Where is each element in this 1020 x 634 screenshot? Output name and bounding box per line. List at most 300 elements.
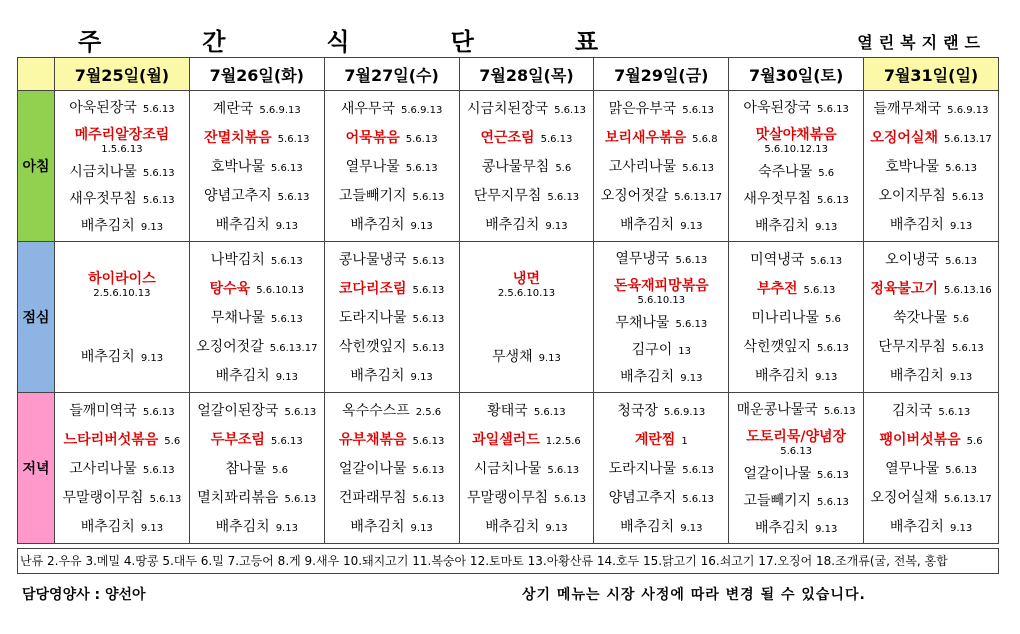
- allergen-codes: 9.13: [949, 522, 973, 534]
- corner-cell: [18, 58, 55, 91]
- allergen-codes: 5.6.13: [284, 407, 317, 419]
- dish-name: 보리새우볶음: [604, 130, 687, 147]
- allergen-codes: 5.6.13: [142, 407, 175, 419]
- dish-name: 단무지무침: [473, 187, 542, 204]
- dish-item: [864, 429, 998, 449]
- allergen-codes: 5.6: [825, 313, 841, 325]
- menu-cell: [459, 393, 594, 544]
- dish-item: [325, 249, 459, 269]
- dish-name: 부추전: [756, 281, 798, 298]
- allergen-codes: 5.6.13: [675, 255, 708, 267]
- dish-name: 옥수수스프: [342, 403, 410, 420]
- allergen-codes: 9.13: [815, 523, 838, 535]
- dish-item: [55, 188, 189, 208]
- dish-name: 얼갈이나물: [743, 466, 812, 483]
- allergen-codes: 5.6.13: [149, 493, 182, 505]
- dish-item: [190, 365, 324, 385]
- dish-name: 메주리알장조림: [74, 126, 170, 143]
- dish-item: [864, 458, 998, 478]
- dish-item: [460, 127, 594, 147]
- dish-item: [864, 185, 998, 205]
- dish-name: 정육불고기: [870, 281, 938, 298]
- dish-item: [594, 366, 728, 386]
- dish-name: 계란찜: [634, 432, 676, 449]
- dish-item: [864, 156, 998, 176]
- meal-row: [18, 91, 999, 242]
- dish-name: 연근조림: [480, 130, 535, 147]
- dish-name: 얼갈이나물: [338, 460, 407, 477]
- dish-name: 시금치나물: [473, 460, 542, 477]
- dish-name: 호박나물: [885, 158, 940, 175]
- dish-item: [190, 249, 324, 269]
- allergen-codes: 5.6.13.17: [943, 134, 992, 146]
- dish-name: 고들빼기지: [338, 187, 407, 204]
- allergen-codes: 1: [681, 436, 688, 448]
- meal-row: [18, 242, 999, 393]
- dish-name: 나박김치: [210, 252, 265, 269]
- dish-item: [325, 365, 459, 385]
- dish-item: [864, 278, 998, 298]
- menu-cell: [324, 242, 459, 393]
- menu-cell: [55, 393, 190, 544]
- dish-name: 무채나물: [615, 315, 670, 332]
- dish-item: [460, 516, 594, 536]
- dish-name: 코다리조림: [338, 281, 407, 298]
- allergen-codes: 9.13: [815, 371, 838, 383]
- dish-item: [460, 487, 594, 507]
- allergen-codes: 5.6.13: [780, 445, 813, 457]
- allergen-codes: 5.6.13: [682, 105, 715, 117]
- meal-label: 점심: [18, 242, 55, 393]
- dish-item: [460, 268, 594, 299]
- dish-name: 돈육재피망볶음: [613, 277, 709, 294]
- day-header: 7월28일(목): [459, 58, 594, 91]
- dish-name: 배추김치: [215, 518, 270, 535]
- menu-cell: [864, 91, 999, 242]
- allergen-codes: 5.6.13: [817, 342, 849, 354]
- dish-item: [864, 336, 998, 356]
- dish-name: 무말랭이무침: [466, 489, 549, 506]
- dish-name: 들깨미역국: [69, 403, 137, 420]
- dish-item: [190, 214, 324, 234]
- dish-name: 시금치나물: [69, 164, 137, 181]
- dish-item: [864, 249, 998, 269]
- allergen-codes: 5.6: [818, 168, 835, 180]
- dish-name: 김치국: [891, 403, 933, 420]
- dish-name: 냉면: [512, 271, 540, 288]
- allergen-codes: 5.6.13: [277, 134, 310, 146]
- dish-name: 고사리나물: [608, 158, 677, 175]
- dish-item: [325, 516, 459, 536]
- dish-name: 참나물: [225, 460, 267, 477]
- allergen-codes: 5.6.9.13: [663, 407, 706, 419]
- dish-item: [594, 487, 728, 507]
- dish-item: [325, 185, 459, 205]
- dish-name: 과일샐러드: [472, 432, 540, 449]
- dish-item: [325, 156, 459, 176]
- menu-change-notice: 상기 메뉴는 시장 사정에 따라 변경 될 수 있습니다.: [522, 587, 866, 603]
- dish-item: [325, 336, 459, 356]
- allergen-codes: 5.6.13: [951, 342, 984, 354]
- dish-item: [729, 278, 863, 298]
- dish-name: 오징어젓갈: [600, 187, 669, 204]
- dish-name: 황태국: [487, 403, 528, 420]
- allergen-codes: 9.13: [140, 352, 164, 364]
- dish-name: 팽이버섯볶음: [879, 432, 961, 449]
- allergen-codes: 5.6.13: [547, 464, 580, 476]
- day-header: 7월31일(일): [864, 58, 999, 91]
- dish-item: [55, 268, 189, 299]
- allergen-codes: 5.6.13: [817, 470, 849, 482]
- dish-name: 유부채볶음: [338, 432, 407, 449]
- dish-name: 맑은유부국: [608, 101, 677, 118]
- dish-name: 오이냉국: [885, 252, 940, 269]
- dish-item: [190, 487, 324, 507]
- dish-item: [55, 458, 189, 478]
- dish-name: 어묵볶음: [345, 130, 400, 147]
- dietitian-name: 담당영양사 : 양선아: [22, 587, 146, 603]
- dish-name: 배추김치: [754, 519, 810, 536]
- allergen-codes: 5.6.13: [412, 191, 445, 203]
- dish-name: 멸치꽈리볶음: [197, 489, 279, 506]
- title-char: 주: [78, 28, 102, 56]
- dish-item: [864, 307, 998, 327]
- menu-cell: [55, 242, 190, 393]
- dish-item: [729, 249, 863, 269]
- dish-name: 배추김치: [215, 216, 270, 233]
- menu-cell: [729, 242, 864, 393]
- dish-item: [190, 156, 324, 176]
- dish-item: [325, 278, 459, 298]
- dish-item: [594, 275, 728, 306]
- allergen-codes: 5.6.13: [270, 162, 303, 174]
- dish-name: 배추김치: [485, 216, 540, 233]
- allergen-codes: 5.6.13: [817, 104, 849, 116]
- menu-cell: [189, 393, 324, 544]
- allergen-codes: 9.13: [815, 221, 838, 233]
- menu-cell: [594, 91, 729, 242]
- dish-item: [460, 156, 594, 176]
- allergen-codes: 13: [678, 346, 691, 358]
- allergen-codes: 5.6.13: [142, 104, 175, 116]
- dish-item: [729, 161, 863, 181]
- dish-name: 매운콩나물국: [736, 402, 818, 419]
- dish-name: 고사리나물: [69, 460, 137, 477]
- allergen-codes: 5.6.13: [945, 162, 977, 174]
- dish-item: [729, 307, 863, 327]
- dish-item: [460, 429, 594, 449]
- dish-item: [325, 214, 459, 234]
- dish-item: [729, 490, 863, 510]
- dish-name: 배추김치: [620, 216, 675, 233]
- dish-name: 양념고추지: [608, 489, 677, 506]
- allergen-codes: 9.13: [545, 522, 568, 534]
- dish-item: [729, 365, 863, 385]
- dish-item: [325, 307, 459, 327]
- dish-item: [594, 127, 728, 147]
- dish-item: [325, 98, 459, 118]
- dish-item: [864, 516, 998, 536]
- allergen-codes: 5.6.13: [270, 313, 303, 325]
- allergen-codes: 9.13: [275, 371, 298, 383]
- dish-name: 배추김치: [889, 518, 944, 535]
- dish-item: [594, 429, 728, 449]
- allergen-codes: 5.6.13: [682, 464, 715, 476]
- allergen-codes: 2.5.6: [415, 407, 442, 419]
- dish-item: [55, 429, 189, 449]
- dish-name: 열무냉국: [615, 251, 670, 268]
- dish-name: 콩나물무침: [481, 158, 550, 175]
- allergen-codes: 5.6.13: [945, 256, 977, 268]
- allergen-codes: 5.6.13: [945, 464, 977, 476]
- dish-name: 무말랭이무침: [62, 489, 144, 506]
- day-header: 7월26일(화): [189, 58, 324, 91]
- menu-cell: [324, 91, 459, 242]
- dish-item: [190, 278, 324, 298]
- allergen-codes: 9.13: [949, 220, 973, 232]
- allergen-codes: 5.6.13: [284, 493, 317, 505]
- dish-item: [190, 98, 324, 118]
- page-title: [78, 22, 598, 57]
- dish-item: [729, 215, 863, 235]
- dish-name: 잔멸치볶음: [204, 130, 272, 147]
- dish-name: 하이라이스: [88, 271, 156, 288]
- dish-item: [325, 487, 459, 507]
- allergen-codes: 5.6.13: [554, 493, 586, 505]
- dish-name: 배추김치: [754, 367, 810, 384]
- allergen-codes: 5.6.13: [823, 406, 856, 418]
- allergen-codes: 5.6: [953, 313, 970, 325]
- dish-name: 무생채: [492, 348, 533, 365]
- dish-item: [594, 400, 728, 420]
- allergen-codes: 9.13: [538, 352, 561, 364]
- allergen-codes: 5.6.13: [817, 497, 849, 509]
- dish-item: [460, 458, 594, 478]
- dish-item: [190, 429, 324, 449]
- dish-name: 청국장: [617, 403, 658, 420]
- dish-item: [460, 185, 594, 205]
- dish-name: 배추김치: [485, 518, 540, 535]
- title-char: 식: [326, 28, 350, 56]
- allergy-legend: 난류 2.우유 3.메밀 4.땅콩 5.대두 6.밀 7.고등어 8.게 9.새우 10.돼지고기 11.복숭아 12.토마토 13.아황산류 14.호두 15.닭고기 16.쇠고기 17.오징어 18.조개류(굴, 전복, 홍합: [17, 548, 999, 574]
- dish-name: 쑥갓나물: [893, 309, 948, 326]
- dish-name: 시금치된장국: [466, 101, 549, 118]
- allergen-codes: 9.13: [545, 220, 568, 232]
- allergen-codes: 5.6.13: [412, 342, 445, 354]
- dish-item: [460, 98, 594, 118]
- dish-item: [594, 312, 728, 332]
- dish-name: 김구이: [631, 342, 673, 359]
- dish-name: 배추김치: [620, 368, 675, 385]
- allergen-codes: 9.13: [949, 371, 973, 383]
- day-header: 7월30일(토): [729, 58, 864, 91]
- dish-name: 오징어실채: [870, 489, 938, 506]
- allergen-codes: 5.6.13: [675, 319, 708, 331]
- dish-name: 오징어젓갈: [196, 338, 264, 355]
- dish-item: [325, 458, 459, 478]
- menu-cell: [864, 393, 999, 544]
- dish-name: 미나리나물: [751, 309, 819, 326]
- allergen-codes: 9.13: [140, 522, 164, 534]
- dish-name: 삭힌깻잎지: [743, 338, 812, 355]
- dish-item: [729, 188, 863, 208]
- allergen-codes: 5.6: [966, 436, 983, 448]
- allergen-codes: 5.6.13: [412, 436, 445, 448]
- dish-name: 배추김치: [350, 518, 405, 535]
- meal-row: [18, 393, 999, 544]
- dish-item: [864, 487, 998, 507]
- allergen-codes: 5.6.13: [951, 191, 984, 203]
- menu-cell: [729, 91, 864, 242]
- dish-item: [864, 214, 998, 234]
- dish-name: 열무나물: [885, 460, 940, 477]
- dish-name: 들깨무채국: [873, 101, 942, 118]
- menu-cell: [459, 242, 594, 393]
- meal-label: 아침: [18, 91, 55, 242]
- dish-item: [325, 429, 459, 449]
- allergen-codes: 5.6.13.17: [674, 191, 722, 203]
- dish-item: [190, 516, 324, 536]
- title-char: 간: [202, 28, 226, 56]
- dish-item: [460, 400, 594, 420]
- dish-item: [55, 346, 189, 366]
- allergen-codes: 5.6.13.17: [269, 342, 318, 354]
- dish-name: 느타리버섯볶음: [63, 432, 159, 449]
- allergen-codes: 5.6.13: [938, 407, 971, 419]
- allergen-codes: 5.6.13: [810, 256, 843, 268]
- dish-item: [325, 400, 459, 420]
- dish-item: [594, 248, 728, 268]
- allergen-codes: 5.6.10.12.13: [764, 143, 828, 155]
- menu-cell: [189, 242, 324, 393]
- dish-name: 건파래무침: [338, 489, 407, 506]
- allergen-codes: 9.13: [410, 371, 433, 383]
- organization-name: 열린복지랜드: [857, 33, 986, 52]
- dish-item: [55, 161, 189, 181]
- dish-name: 배추김치: [80, 217, 135, 234]
- allergen-codes: 5.6.13: [803, 285, 836, 297]
- menu-cell: [594, 393, 729, 544]
- dish-item: [190, 336, 324, 356]
- dish-item: [729, 97, 863, 117]
- dish-item: [729, 124, 863, 155]
- allergen-codes: 5.6.13: [142, 168, 175, 180]
- allergen-codes: 1.2.5.6: [545, 436, 581, 448]
- dish-name: 배추김치: [215, 367, 270, 384]
- menu-cell: [729, 393, 864, 544]
- allergen-codes: 5.6.13: [412, 464, 445, 476]
- dish-item: [594, 156, 728, 176]
- allergen-codes: 5.6.13: [277, 191, 310, 203]
- allergen-codes: 5.6.13: [412, 285, 445, 297]
- allergen-codes: 5.6.13: [142, 195, 175, 207]
- dish-name: 배추김치: [350, 216, 405, 233]
- dish-item: [460, 346, 594, 366]
- dish-item: [190, 307, 324, 327]
- allergen-codes: 9.13: [680, 372, 703, 384]
- dish-item: [594, 339, 728, 359]
- menu-cell: [324, 393, 459, 544]
- dish-name: 배추김치: [80, 348, 135, 365]
- title-char: 표: [574, 28, 598, 56]
- allergen-codes: 5.6.13: [270, 256, 303, 268]
- allergen-codes: 5.6.13: [270, 436, 303, 448]
- menu-cell: [864, 242, 999, 393]
- dish-name: 열무나물: [345, 158, 400, 175]
- allergen-codes: 5.6.13: [405, 134, 438, 146]
- dish-name: 배추김치: [350, 367, 405, 384]
- allergen-codes: 5.6.13: [682, 162, 715, 174]
- dish-name: 무채나물: [210, 309, 265, 326]
- dish-item: [190, 185, 324, 205]
- dish-item: [864, 98, 998, 118]
- menu-cell: [189, 91, 324, 242]
- dish-name: 삭힌깻잎지: [338, 338, 407, 355]
- dish-item: [460, 214, 594, 234]
- dish-item: [325, 127, 459, 147]
- allergen-codes: 5.6.13: [682, 493, 715, 505]
- dish-name: 배추김치: [889, 367, 944, 384]
- allergen-codes: 9.13: [410, 522, 433, 534]
- dish-item: [864, 127, 998, 147]
- allergen-codes: 1.5.6.13: [101, 143, 143, 155]
- allergen-codes: 5.6.10.13: [256, 285, 304, 297]
- allergen-codes: 5.6: [164, 436, 181, 448]
- menu-cell: [594, 242, 729, 393]
- allergen-codes: 5.6: [555, 162, 572, 174]
- dish-name: 고들빼기지: [743, 493, 812, 510]
- dish-item: [594, 458, 728, 478]
- allergen-codes: 5.6.13: [547, 191, 580, 203]
- dish-name: 두부조림: [210, 432, 265, 449]
- allergen-codes: 5.6.13.17: [943, 493, 992, 505]
- allergen-codes: 5.6.13.16: [943, 285, 992, 297]
- dish-name: 계란국: [212, 101, 254, 118]
- allergen-codes: 5.6.9.13: [259, 105, 301, 117]
- allergen-codes: 5.6.13: [412, 256, 445, 268]
- dish-item: [594, 185, 728, 205]
- allergen-codes: 5.6.10.13: [637, 294, 686, 306]
- allergen-codes: 5.6.13: [817, 195, 849, 207]
- allergen-codes: 9.13: [680, 220, 703, 232]
- dish-item: [594, 516, 728, 536]
- dish-name: 도라지나물: [608, 460, 677, 477]
- dish-item: [55, 124, 189, 155]
- dish-item: [55, 516, 189, 536]
- allergen-codes: 5.6.9.13: [400, 105, 443, 117]
- allergen-codes: 5.6: [272, 464, 288, 476]
- dish-name: 새우젓무침: [743, 191, 812, 208]
- allergen-codes: 2.5.6.10.13: [93, 288, 151, 300]
- allergen-codes: 9.13: [140, 221, 164, 233]
- dish-name: 배추김치: [889, 216, 944, 233]
- dish-item: [190, 400, 324, 420]
- dish-name: 탕수육: [209, 281, 251, 298]
- dish-name: 배추김치: [80, 518, 135, 535]
- meal-label: 저녁: [18, 393, 55, 544]
- menu-cell: [55, 91, 190, 242]
- dish-name: 콩나물냉국: [338, 252, 407, 269]
- allergen-codes: 9.13: [410, 220, 433, 232]
- title-char: 단: [450, 28, 474, 56]
- day-header: 7월29일(금): [594, 58, 729, 91]
- allergen-codes: 5.6.13: [412, 493, 445, 505]
- weekly-menu-table: [17, 57, 999, 544]
- header-row: [18, 58, 999, 91]
- dish-name: 맛살야채볶음: [755, 126, 837, 143]
- dish-name: 호박나물: [210, 158, 265, 175]
- dish-item: [594, 214, 728, 234]
